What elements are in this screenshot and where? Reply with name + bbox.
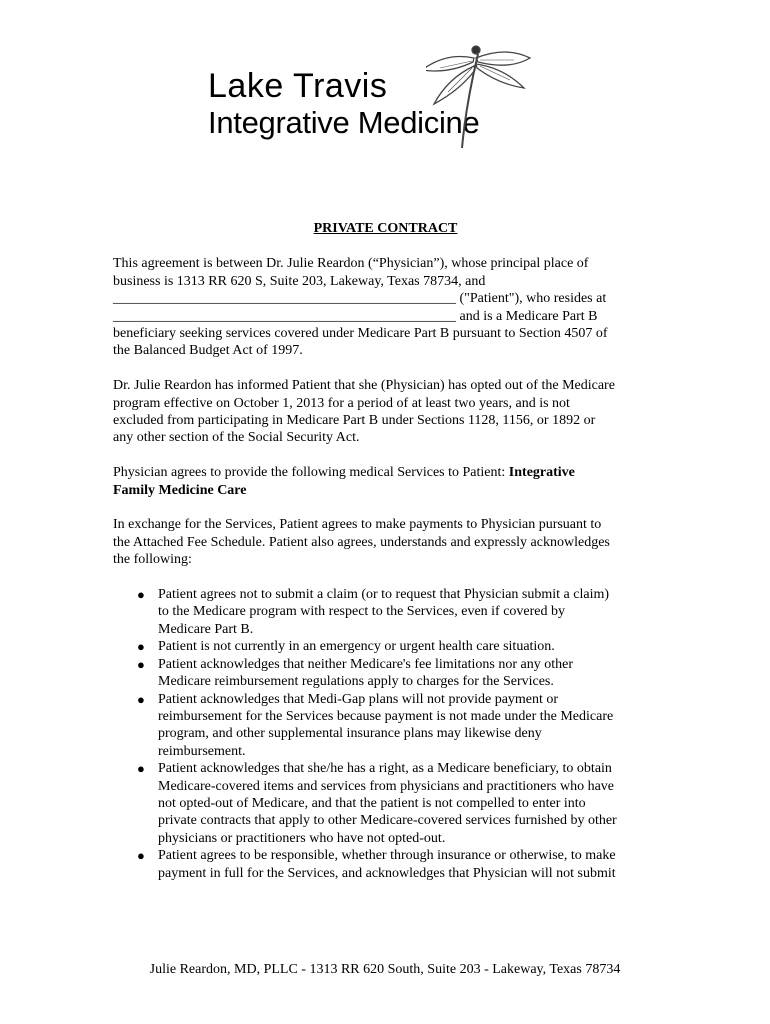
text-line: physicians or practitioners who have not opted-out.	[158, 830, 446, 846]
paragraph-parties	[113, 255, 658, 359]
text-line: Medicare reimbursement regulations apply to charges for the Services.	[158, 674, 554, 690]
paragraph-opt-out	[113, 377, 658, 447]
text-line: private contracts that apply to other Medicare-covered services furnished by other	[158, 813, 617, 829]
text-line: _________________________________________________ ("Patient"), who resides at	[113, 291, 607, 307]
text-line: program effective on October 1, 2013 for a period of at least two years, and is not	[113, 395, 570, 411]
text-line: Patient acknowledges that Medi-Gap plans will not provide payment or	[158, 691, 559, 707]
text-line: Dr. Julie Reardon has informed Patient that she (Physician) has opted out of the Medicare	[113, 378, 615, 394]
text-line: Patient acknowledges that she/he has a right, as a Medicare beneficiary, to obtain	[158, 761, 612, 777]
text-line: _________________________________________________ and is a Medicare Part B	[113, 308, 598, 324]
list-item	[113, 847, 658, 882]
paragraph-services	[113, 464, 658, 499]
text-line: Medicare-covered items and services from physicians and practitioners who have	[158, 778, 614, 794]
text-line	[113, 464, 658, 481]
list-item	[113, 656, 658, 691]
bullet-icon: ●	[137, 587, 145, 603]
text-line: not opted-out of Medicare, and that the patient is not compelled to enter into	[158, 795, 586, 811]
logo-line-2: Integrative Medicine	[208, 105, 480, 140]
text-line: This agreement is between Dr. Julie Reardon (“Physician”), whose principal place of	[113, 256, 589, 272]
document-title: PRIVATE CONTRACT	[313, 221, 458, 236]
list-item	[113, 638, 658, 655]
text-line: the following:	[113, 552, 192, 568]
text-line: the Balanced Budget Act of 1997.	[113, 343, 303, 359]
text-line: business is 1313 RR 620 S, Suite 203, Lakeway, Texas 78734, and	[113, 273, 486, 289]
services-name-part-2: Family Medicine Care	[113, 482, 247, 498]
text-line: beneficiary seeking services covered under Medicare Part B pursuant to Section 4507 of	[113, 326, 608, 342]
list-item	[113, 691, 658, 761]
text-line	[113, 482, 658, 499]
text-line: payment in full for the Services, and acknowledges that Physician will not submit	[158, 865, 616, 881]
bullet-icon: ●	[137, 639, 145, 655]
acknowledgement-list	[113, 586, 658, 882]
contract-body	[113, 220, 658, 882]
page-footer: Julie Reardon, MD, PLLC - 1313 RR 620 South, Suite 203 - Lakeway, Texas 78734	[149, 962, 621, 977]
text-line: excluded from participating in Medicare Part B under Sections 1128, 1156, or 1892 or	[113, 413, 596, 429]
paragraph-payment	[113, 516, 658, 568]
text-line: Patient agrees not to submit a claim (or to request that Physician submit a claim)	[158, 587, 610, 603]
text-line: to the Medicare program with respect to the Services, even if covered by	[158, 604, 566, 620]
bullet-icon: ●	[137, 656, 145, 672]
dragonfly-icon	[426, 44, 536, 154]
services-text: Physician agrees to provide the following medical Services to Patient:	[113, 465, 509, 481]
text-line: Patient agrees to be responsible, whether through insurance or otherwise, to make	[158, 848, 616, 864]
logo	[208, 44, 568, 154]
text-line: Medicare Part B.	[158, 621, 254, 637]
text-line: the Attached Fee Schedule. Patient also agrees, understands and expressly acknowledges	[113, 534, 610, 550]
list-item	[113, 586, 658, 638]
text-line: program, and other supplemental insurance plans may likewise deny	[158, 726, 542, 742]
text-line: reimbursement.	[158, 743, 246, 759]
text-line: Patient acknowledges that neither Medicare's fee limitations nor any other	[158, 656, 573, 672]
text-line: reimbursement for the Services because payment is not made under the Medicare	[158, 708, 614, 724]
text-line: Patient is not currently in an emergency or urgent health care situation.	[158, 639, 555, 655]
services-name-part-1: Integrative	[508, 465, 575, 481]
bullet-icon: ●	[137, 761, 145, 777]
text-line: any other section of the Social Security Act.	[113, 430, 360, 446]
bullet-icon: ●	[137, 848, 145, 864]
list-item	[113, 760, 658, 847]
bullet-icon: ●	[137, 691, 145, 707]
logo-line-1: Lake Travis	[208, 67, 388, 105]
text-line: In exchange for the Services, Patient agrees to make payments to Physician pursuant to	[113, 517, 602, 533]
